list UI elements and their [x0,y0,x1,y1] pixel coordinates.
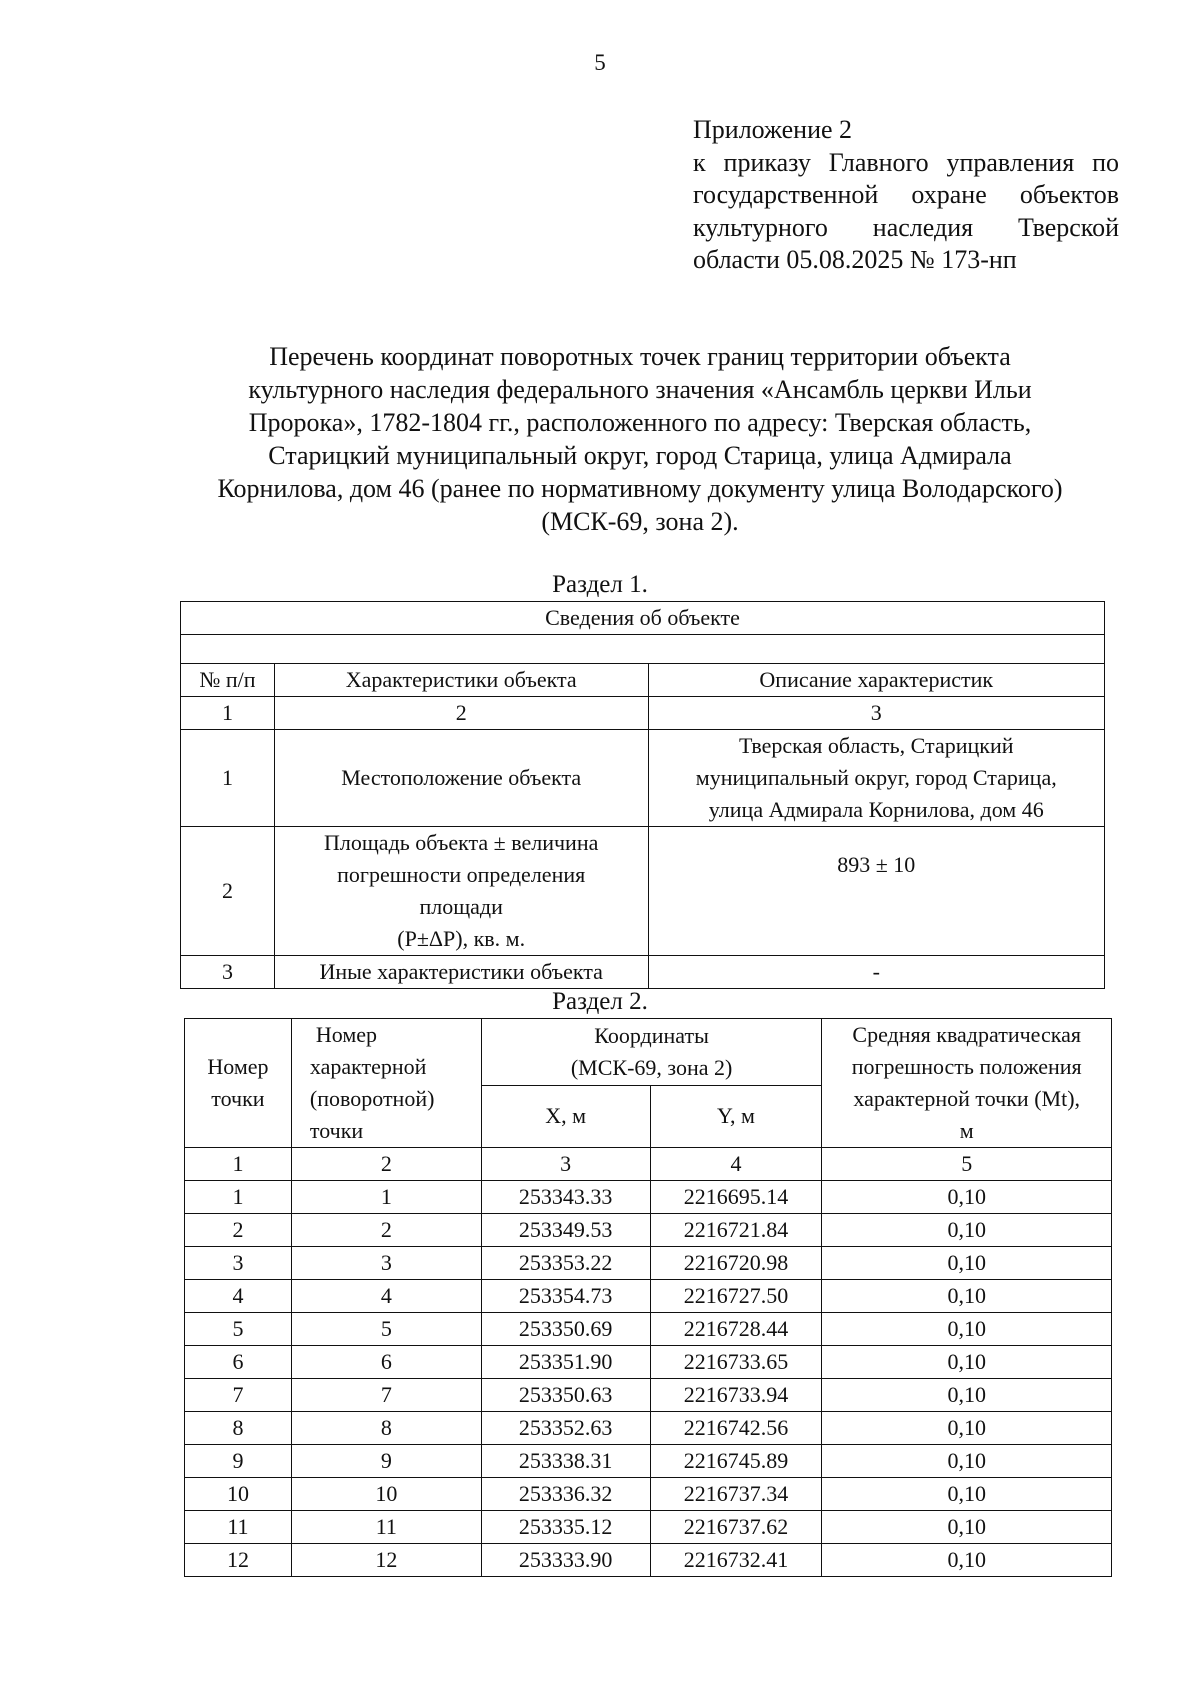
object-info-table [180,601,1105,989]
header-point-number [185,1019,292,1148]
coordinates-body [185,1181,1112,1577]
y-coordinate: 2216737.62 [650,1511,822,1544]
x-coordinate: 253333.90 [481,1544,650,1577]
error-value: 0,10 [822,1445,1112,1478]
column-header: № п/п [181,664,275,697]
table-row [185,1478,1112,1511]
x-coordinate: 253353.22 [481,1247,650,1280]
table-row [185,1511,1112,1544]
description-line: улица Адмирала Корнилова, дом 46 [708,797,1044,822]
empty-row [181,635,1105,664]
y-coordinate: 2216732.41 [650,1544,822,1577]
column-number: 3 [481,1148,650,1181]
header-line: точки [309,1118,364,1143]
characteristic-line: Местоположение объекта [341,765,582,790]
table-row [185,1280,1112,1313]
header-line: Координаты [594,1022,709,1048]
point-number: 1 [185,1181,292,1214]
char-point-number: 9 [291,1445,481,1478]
title-line: Перечень координат поворотных точек границ территории объекта [269,342,1011,371]
char-point-number: 6 [291,1346,481,1379]
header-line: (поворотной) [309,1086,435,1111]
description-line: Тверская область, Старицкий [739,733,1014,758]
error-value: 0,10 [822,1346,1112,1379]
row-number: 2 [181,827,275,956]
row-number: 1 [181,730,275,827]
table-row [185,1313,1112,1346]
y-coordinate: 2216742.56 [650,1412,822,1445]
table-row [185,1214,1112,1247]
table-row [185,1346,1112,1379]
header-line: (МСК-69, зона 2) [570,1054,733,1080]
header-line: Номер [207,1054,269,1079]
title-line: (МСК-69, зона 2). [541,507,739,536]
section2-caption: Раздел 2. [552,988,648,1015]
header-line: м [959,1118,974,1143]
x-coordinate: 253350.69 [481,1313,650,1346]
title-line: культурного наследия федерального значения «Ансамбль церкви Ильи [248,375,1032,404]
point-number: 5 [185,1313,292,1346]
table-row [185,1247,1112,1280]
appendix-line: Приложение 2 [693,115,853,144]
char-point-number: 10 [291,1478,481,1511]
appendix-line: области 05.08.2025 № 173-нп [693,245,1017,274]
error-value: 0,10 [822,1379,1112,1412]
error-value: 0,10 [822,1511,1112,1544]
y-coordinate: 2216695.14 [650,1181,822,1214]
characteristic-line: (P±ΔP), кв. м. [397,926,526,951]
characteristic-line: погрешности определения [337,862,586,887]
point-number: 10 [185,1478,292,1511]
description-cell [648,827,1105,956]
header-char-point-number [291,1019,481,1148]
area-value: 893 ± 10 [837,852,916,877]
table-row [185,1544,1112,1577]
x-coordinate: 253349.53 [481,1214,650,1247]
header-line: погрешность положения [851,1054,1082,1079]
characteristic-cell: Иные характеристики объекта [274,956,648,989]
column-header: Описание характеристик [648,664,1105,697]
header-line: характерной точки (Mt), [853,1086,1081,1111]
appendix-header [693,114,1119,277]
title-line: Корнилова, дом 46 (ранее по нормативному документу улица Володарского) [217,474,1063,503]
char-point-number: 8 [291,1412,481,1445]
page-number: 5 [594,50,606,75]
point-number: 9 [185,1445,292,1478]
column-number: 3 [648,697,1105,730]
characteristic-cell [274,730,648,827]
column-number: 1 [185,1148,292,1181]
header-line: Номер [315,1022,378,1047]
y-coordinate: 2216727.50 [650,1280,822,1313]
x-coordinate: 253351.90 [481,1346,650,1379]
point-number: 11 [185,1511,292,1544]
error-value: 0,10 [822,1280,1112,1313]
column-number: 5 [822,1148,1112,1181]
point-number: 4 [185,1280,292,1313]
column-number: 2 [274,697,648,730]
characteristic-line: площади [419,894,503,919]
y-coordinate: 2216728.44 [650,1313,822,1346]
header-line: Средняя квадратическая [852,1022,1081,1047]
table-row [185,1445,1112,1478]
char-point-number: 2 [291,1214,481,1247]
error-value: 0,10 [822,1247,1112,1280]
characteristic-cell [274,827,648,956]
x-coordinate: 253352.63 [481,1412,650,1445]
object-info-heading: Сведения об объекте [181,602,1105,635]
table-row [185,1181,1112,1214]
appendix-line: государственной охране объектов [693,180,1119,209]
row-number: 3 [181,956,275,989]
error-value: 0,10 [822,1478,1112,1511]
char-point-number: 11 [291,1511,481,1544]
char-point-number: 7 [291,1379,481,1412]
y-coordinate: 2216733.65 [650,1346,822,1379]
appendix-line: культурного наследия Тверской [693,212,1119,242]
column-number: 1 [181,697,275,730]
characteristic-line: Площадь объекта ± величина [324,830,599,855]
x-coordinate: 253343.33 [481,1181,650,1214]
char-point-number: 1 [291,1181,481,1214]
description-cell: - [648,956,1105,989]
y-coordinate: 2216737.34 [650,1478,822,1511]
table-row [185,1412,1112,1445]
char-point-number: 5 [291,1313,481,1346]
point-number: 6 [185,1346,292,1379]
point-number: 12 [185,1544,292,1577]
x-coordinate: 253354.73 [481,1280,650,1313]
header-coordinates [481,1019,822,1086]
y-coordinate: 2216733.94 [650,1379,822,1412]
x-coordinate: 253336.32 [481,1478,650,1511]
column-number: 4 [650,1148,822,1181]
table-row [185,1379,1112,1412]
document-title [160,340,1120,538]
error-value: 0,10 [822,1544,1112,1577]
header-y: Y, м [650,1085,822,1147]
header-error [822,1019,1112,1148]
point-number: 7 [185,1379,292,1412]
x-coordinate: 253350.63 [481,1379,650,1412]
error-value: 0,10 [822,1214,1112,1247]
coordinates-table [184,1018,1112,1577]
section1-caption: Раздел 1. [552,571,648,598]
appendix-line: к приказу Главного управления по [693,147,1119,177]
y-coordinate: 2216720.98 [650,1247,822,1280]
point-number: 3 [185,1247,292,1280]
x-coordinate: 253338.31 [481,1445,650,1478]
column-header: Характеристики объекта [274,664,648,697]
error-value: 0,10 [822,1313,1112,1346]
title-line: Пророка», 1782-1804 гг., расположенного по адресу: Тверская область, [248,408,1032,437]
point-number: 8 [185,1412,292,1445]
description-cell [648,730,1105,827]
y-coordinate: 2216745.89 [650,1445,822,1478]
description-line: муниципальный округ, город Старица, [695,765,1057,790]
header-line: характерной [309,1054,427,1079]
error-value: 0,10 [822,1412,1112,1445]
x-coordinate: 253335.12 [481,1511,650,1544]
char-point-number: 12 [291,1544,481,1577]
header-x: X, м [481,1085,650,1147]
column-number: 2 [291,1148,481,1181]
error-value: 0,10 [822,1181,1112,1214]
char-point-number: 4 [291,1280,481,1313]
char-point-number: 3 [291,1247,481,1280]
point-number: 2 [185,1214,292,1247]
header-line: точки [211,1086,265,1111]
y-coordinate: 2216721.84 [650,1214,822,1247]
title-line: Старицкий муниципальный округ, город Старица, улица Адмирала [268,441,1012,470]
